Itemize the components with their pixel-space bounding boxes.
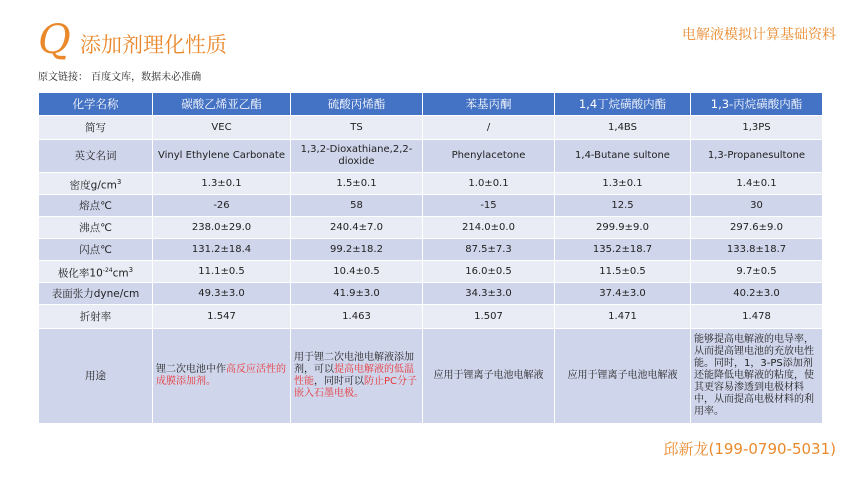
table-cell: 99.2±18.2 (291, 239, 423, 261)
usage-cell-phenylacetone: 应用于锂离子电池电解液 (423, 329, 555, 424)
row-label-sup: 3 (116, 177, 122, 186)
table-cell: 1,3,2-Dioxathiane,2,2-dioxide (291, 140, 423, 173)
row-label: 折射率 (39, 305, 153, 329)
usage-cell-vec (153, 329, 291, 424)
row-label: 用途 (39, 329, 153, 424)
table-cell: VEC (153, 116, 291, 140)
usage-text: ，同时可以 (314, 376, 364, 387)
table-cell: 214.0±0.0 (423, 217, 555, 239)
table-cell: -15 (423, 195, 555, 217)
row-label-sup: -24 (102, 266, 113, 274)
logo-q: Q (38, 17, 71, 63)
table-cell: 16.0±0.5 (423, 261, 555, 283)
row-label: 简写 (39, 116, 153, 140)
row-label: 表面张力dyne/cm (39, 283, 153, 305)
table-cell: 10.4±0.5 (291, 261, 423, 283)
table-cell: -26 (153, 195, 291, 217)
column-header: 苯基丙酮 (423, 93, 555, 116)
column-header: 化学名称 (39, 93, 153, 116)
column-header: 1,4丁烷磺酸内酯 (555, 93, 691, 116)
table-row (39, 283, 823, 305)
table-row (39, 305, 823, 329)
table-cell: 1.547 (153, 305, 291, 329)
usage-highlight: 高反应活性的成膜添加剂。 (156, 364, 286, 387)
table-cell: Vinyl Ethylene Carbonate (153, 140, 291, 173)
table-row (39, 217, 823, 239)
table-cell: 1.463 (291, 305, 423, 329)
header-subtitle: 电解液模拟计算基础资料 (682, 27, 836, 43)
table-cell: 30 (691, 195, 823, 217)
table-cell: 11.1±0.5 (153, 261, 291, 283)
properties-table (38, 92, 823, 424)
table-cell: 1.5±0.1 (291, 173, 423, 195)
table-cell: 12.5 (555, 195, 691, 217)
table-cell: 131.2±18.4 (153, 239, 291, 261)
table-cell: 1.3±0.1 (153, 173, 291, 195)
table-cell: 133.8±18.7 (691, 239, 823, 261)
table-cell: 1,4BS (555, 116, 691, 140)
contact-info: 邱新龙(199-0790-5031) (663, 440, 836, 458)
table-cell: 1.471 (555, 305, 691, 329)
table-cell: 238.0±29.0 (153, 217, 291, 239)
row-label-sup: 3 (128, 265, 134, 274)
table-cell: 1.507 (423, 305, 555, 329)
table-row (39, 116, 823, 140)
table-cell: 1.4±0.1 (691, 173, 823, 195)
page-title: 添加剂理化性质 (80, 33, 227, 57)
table-cell: 1.478 (691, 305, 823, 329)
table-cell: 1.0±0.1 (423, 173, 555, 195)
table-row-usage (39, 329, 823, 424)
row-label-text: 密度g/cm (69, 179, 117, 192)
table-cell: 9.7±0.5 (691, 261, 823, 283)
row-label: 沸点℃ (39, 217, 153, 239)
table-header-row (39, 93, 823, 116)
usage-highlight: 提高电解液的低温性能 (294, 364, 414, 387)
table-cell: 41.9±3.0 (291, 283, 423, 305)
table-cell: 34.3±3.0 (423, 283, 555, 305)
table-cell: 1.3±0.1 (555, 173, 691, 195)
table-row (39, 261, 823, 283)
table-row (39, 173, 823, 195)
table-cell: 40.2±3.0 (691, 283, 823, 305)
table-cell: 1,3-Propanesultone (691, 140, 823, 173)
column-header: 1,3-丙烷磺酸内酯 (691, 93, 823, 116)
table-cell: Phenylacetone (423, 140, 555, 173)
row-label-text: 极化率10 (57, 267, 103, 280)
table-row (39, 195, 823, 217)
table-cell: TS (291, 116, 423, 140)
usage-highlight: 防止PC分子嵌入石墨电极。 (294, 376, 418, 399)
usage-cell-ts (291, 329, 423, 424)
table-cell: 37.4±3.0 (555, 283, 691, 305)
row-label-tail: cm (112, 267, 129, 280)
row-label (39, 173, 153, 195)
column-header: 碳酸乙烯亚乙酯 (153, 93, 291, 116)
usage-text: 锂二次电池中作 (156, 364, 226, 375)
usage-text: 用于锂二次电池电解液添加剂，可以 (294, 352, 414, 375)
row-label (39, 261, 153, 283)
source-note: 原文链接： 百度文库，数据未必准确 (38, 72, 202, 83)
table-cell: 240.4±7.0 (291, 217, 423, 239)
table-cell: 87.5±7.3 (423, 239, 555, 261)
table-cell: 1,3PS (691, 116, 823, 140)
usage-cell-14bs: 应用于锂离子电池电解液 (555, 329, 691, 424)
usage-cell-13ps: 能够提高电解液的电导率，从而提高锂电池的充放电性能。同时，1，3-PS添加剂还能降低电解液的粘度，使其更容易渗透到电极材料中，从而提高电极材料的利用率。 (691, 329, 823, 424)
row-label: 熔点℃ (39, 195, 153, 217)
table-cell: 58 (291, 195, 423, 217)
row-label: 闪点℃ (39, 239, 153, 261)
column-header: 硫酸丙烯酯 (291, 93, 423, 116)
table-cell: 11.5±0.5 (555, 261, 691, 283)
table-cell: 1,4-Butane sultone (555, 140, 691, 173)
table-cell: 49.3±3.0 (153, 283, 291, 305)
table-row (39, 239, 823, 261)
row-label: 英文名词 (39, 140, 153, 173)
table-cell: 299.9±9.0 (555, 217, 691, 239)
table-cell: 297.6±9.0 (691, 217, 823, 239)
table-cell: 135.2±18.7 (555, 239, 691, 261)
table-cell: / (423, 116, 555, 140)
table-row (39, 140, 823, 173)
